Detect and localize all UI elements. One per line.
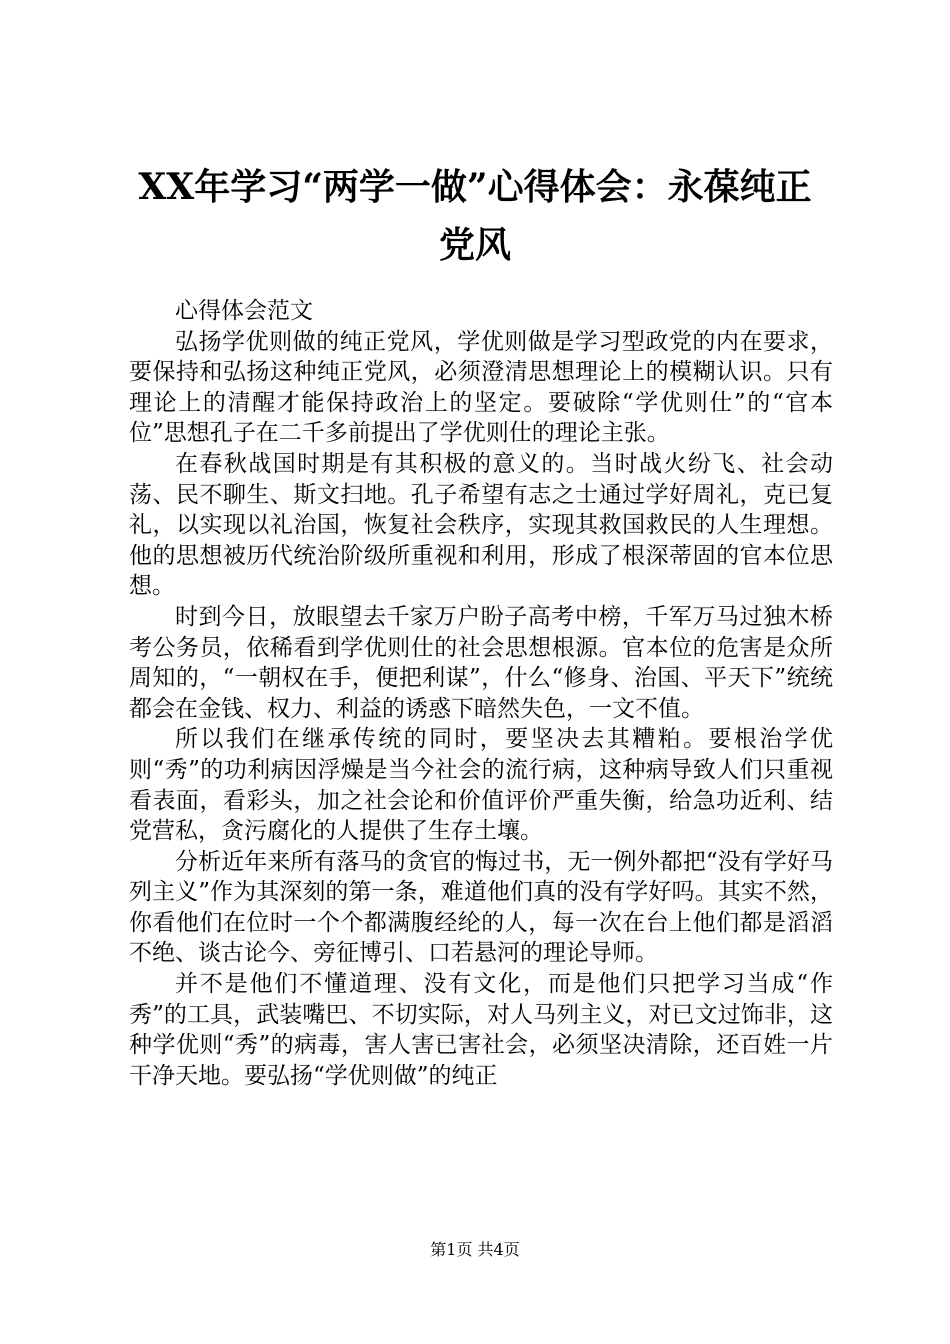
paragraph-5: 分析近年来所有落马的贪官的悔过书，无一例外都把“没有学好马列主义”作为其深刻的第一条，难道他们真的没有学好吗。其实不然，你看他们在位时一个个都满腹经纶的人，每一次在台上他们都是滔滔不绝、谈古论今、旁征博引、口若悬河的理论导师。: [129, 848, 833, 967]
paragraph-1: 弘扬学优则做的纯正党风，学优则做是学习型政党的内在要求，要保持和弘扬这种纯正党风，必须澄清思想理论上的模糊认识。只有理论上的清醒才能保持政治上的坚定。要破除“学优则仕”的“官本位”思想孔子在二千多前提出了学优则仕的理论主张。: [129, 328, 833, 447]
page-footer: 第1页 共4页: [430, 1240, 520, 1259]
document-body: [129, 296, 833, 1091]
title-line-1: XX年学习“两学一做”心得体会：永葆纯正: [138, 166, 812, 208]
title-line-2: 党风: [438, 224, 511, 266]
paragraph-6: 并不是他们不懂道理、没有文化，而是他们只把学习当成“作秀”的工具，武装嘴巴、不切实际，对人马列主义，对已文过饰非，这种学优则“秀”的病毒，害人害已害社会，必须坚决清除，还百姓一片干净天地。要弘扬“学优则做”的纯正: [129, 971, 833, 1089]
document-title: [0, 158, 950, 274]
paragraph-3: 时到今日，放眼望去千家万户盼子高考中榜，千军万马过独木桥考公务员，依稀看到学优则仕的社会思想根源。官本位的危害是众所周知的，“一朝权在手，便把利谋”，什么“修身、治国、平天下”统统都会在金钱、权力、利益的诱惑下暗然失色，一文不值。: [129, 603, 833, 722]
paragraph-2: 在春秋战国时期是有其积极的意义的。当时战火纷飞、社会动荡、民不聊生、斯文扫地。孔子希望有志之士通过学好周礼，克已复礼，以实现以礼治国，恢复社会秩序，实现其救国救民的人生理想。他的思想被历代统治阶级所重视和利用，形成了根深蒂固的官本位思想。: [129, 450, 833, 600]
paragraph-4: 所以我们在继承传统的同时，要坚决去其糟粕。要根治学优则“秀”的功利病因浮燥是当今社会的流行病，这种病导致人们只重视看表面，看彩头，加之社会论和价值评价严重失衡，给急功近利、结党营私，贪污腐化的人提供了生存土壤。: [129, 726, 833, 845]
category-label: 心得体会范文: [175, 298, 313, 324]
